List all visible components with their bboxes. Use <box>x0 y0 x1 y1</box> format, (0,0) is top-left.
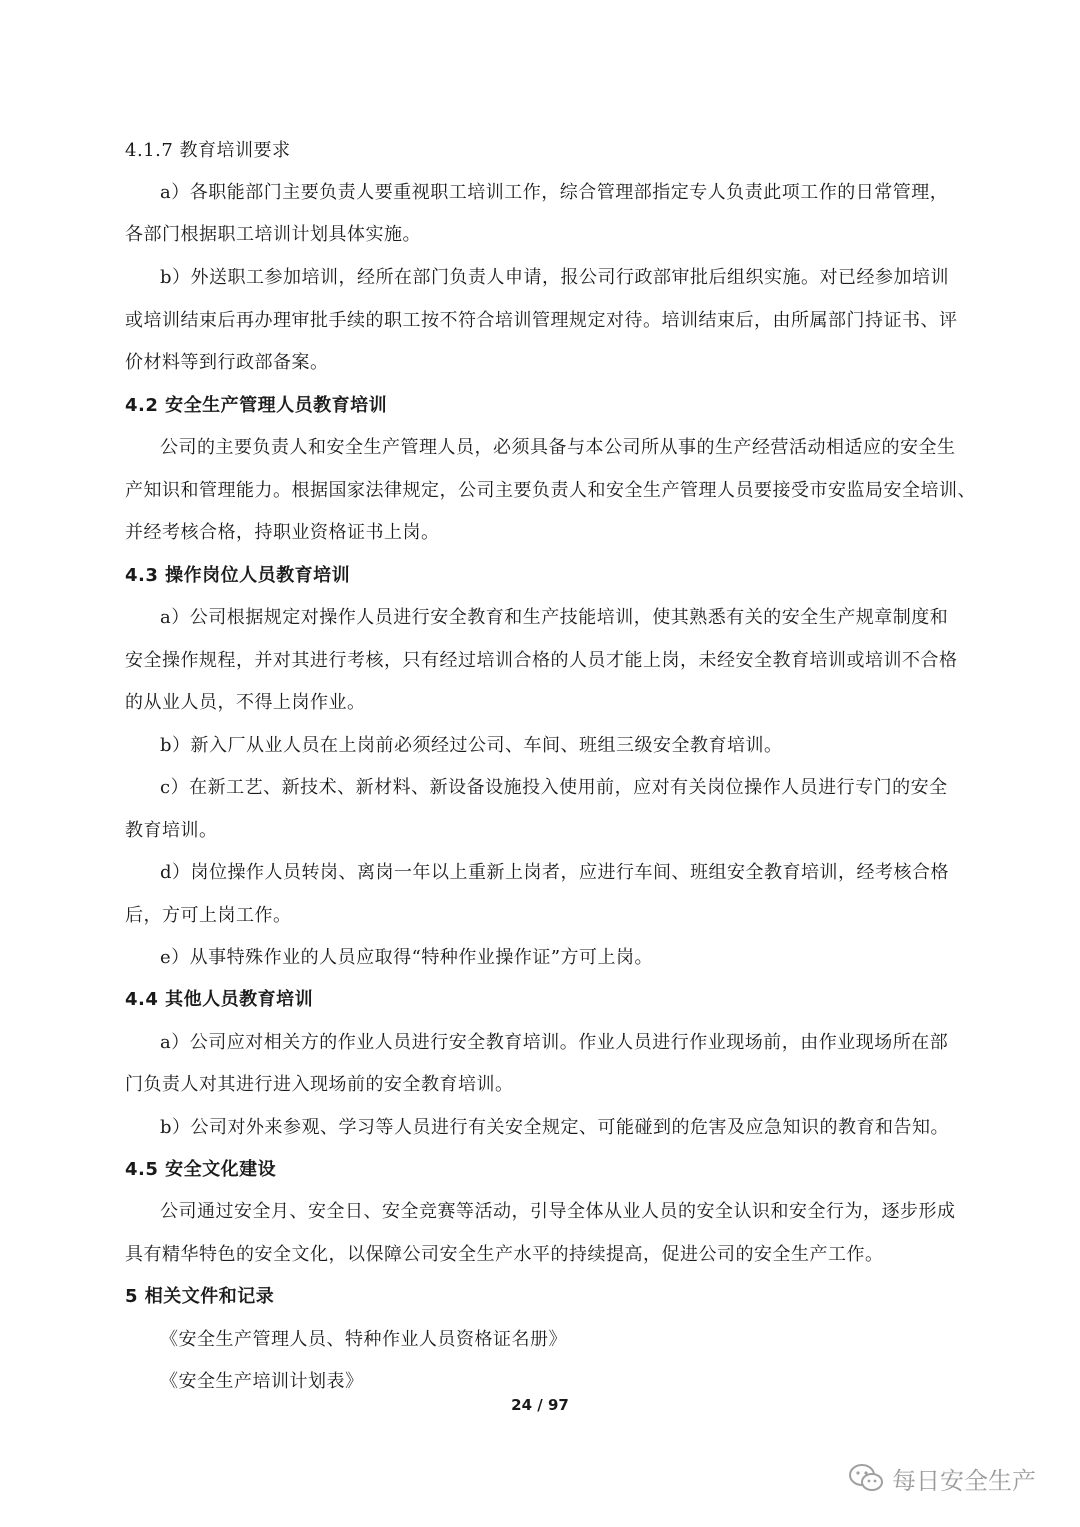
watermark-text: 每日安全生产 <box>892 1466 1036 1495</box>
paragraph-line: b）公司对外来参观、学习等人员进行有关安全规定、可能碰到的危害及应急知识的教育和告知。 <box>160 1117 950 1138</box>
watermark <box>848 1458 1036 1498</box>
section-heading-5: 5 相关文件和记录 <box>125 1286 275 1307</box>
paragraph-line: c）在新工艺、新技术、新材料、新设备设施投入使用前，应对有关岗位操作人员进行专门的安全 <box>160 777 948 798</box>
paragraph-line: b）外送职工参加培训，经所在部门负责人申请，报公司行政部审批后组织实施。对已经参加培训 <box>160 267 950 288</box>
paragraph-line: 后，方可上岗工作。 <box>125 905 292 926</box>
paragraph-line: a）公司根据规定对操作人员进行安全教育和生产技能培训，使其熟悉有关的安全生产规章制度和 <box>160 607 949 628</box>
section-heading-4-1-7: 4.1.7 教育培训要求 <box>125 140 291 161</box>
paragraph-line: 门负责人对其进行进入现场前的安全教育培训。 <box>125 1074 514 1095</box>
paragraph-line: 公司的主要负责人和安全生产管理人员，必须具备与本公司所从事的生产经营活动相适应的安全生 <box>160 437 956 458</box>
paragraph-line: a）各职能部门主要负责人要重视职工培训工作，综合管理部指定专人负责此项工作的日常管理， <box>160 182 949 203</box>
paragraph-line: 安全操作规程，并对其进行考核，只有经过培训合格的人员才能上岗，未经安全教育培训或培训不合格 <box>125 650 958 671</box>
paragraph-line: 具有精华特色的安全文化，以保障公司安全生产水平的持续提高，促进公司的安全生产工作。 <box>125 1244 884 1265</box>
record-item: 《安全生产培训计划表》 <box>160 1371 364 1392</box>
section-heading-4-2: 4.2 安全生产管理人员教育培训 <box>125 395 388 416</box>
page-number: 24 / 97 <box>511 1396 569 1414</box>
section-heading-4-5: 4.5 安全文化建设 <box>125 1159 277 1180</box>
wechat-icon <box>848 1463 884 1493</box>
paragraph-line: 价材料等到行政部备案。 <box>125 352 329 373</box>
paragraph-line: 的从业人员，不得上岗作业。 <box>125 692 366 713</box>
paragraph-line: 并经考核合格，持职业资格证书上岗。 <box>125 522 440 543</box>
paragraph-line: 产知识和管理能力。根据国家法律规定，公司主要负责人和安全生产管理人员要接受市安监局安全培训、 <box>125 480 976 501</box>
paragraph-line: 公司通过安全月、安全日、安全竞赛等活动，引导全体从业人员的安全认识和安全行为，逐步形成 <box>160 1201 956 1222</box>
paragraph-line: e）从事特殊作业的人员应取得“特种作业操作证”方可上岗。 <box>160 947 654 968</box>
paragraph-line: 或培训结束后再办理审批手续的职工按不符合培训管理规定对待。培训结束后，由所属部门持证书、评 <box>125 310 958 331</box>
record-item: 《安全生产管理人员、特种作业人员资格证名册》 <box>160 1329 567 1350</box>
paragraph-line: b）新入厂从业人员在上岗前必须经过公司、车间、班组三级安全教育培训。 <box>160 735 783 756</box>
paragraph-line: a）公司应对相关方的作业人员进行安全教育培训。作业人员进行作业现场前，由作业现场所在部 <box>160 1032 949 1053</box>
section-heading-4-3: 4.3 操作岗位人员教育培训 <box>125 565 351 586</box>
paragraph-line: 各部门根据职工培训计划具体实施。 <box>125 224 421 245</box>
paragraph-line: 教育培训。 <box>125 820 218 841</box>
section-heading-4-4: 4.4 其他人员教育培训 <box>125 989 314 1010</box>
paragraph-line: d）岗位操作人员转岗、离岗一年以上重新上岗者，应进行车间、班组安全教育培训，经考核合格 <box>160 862 950 883</box>
